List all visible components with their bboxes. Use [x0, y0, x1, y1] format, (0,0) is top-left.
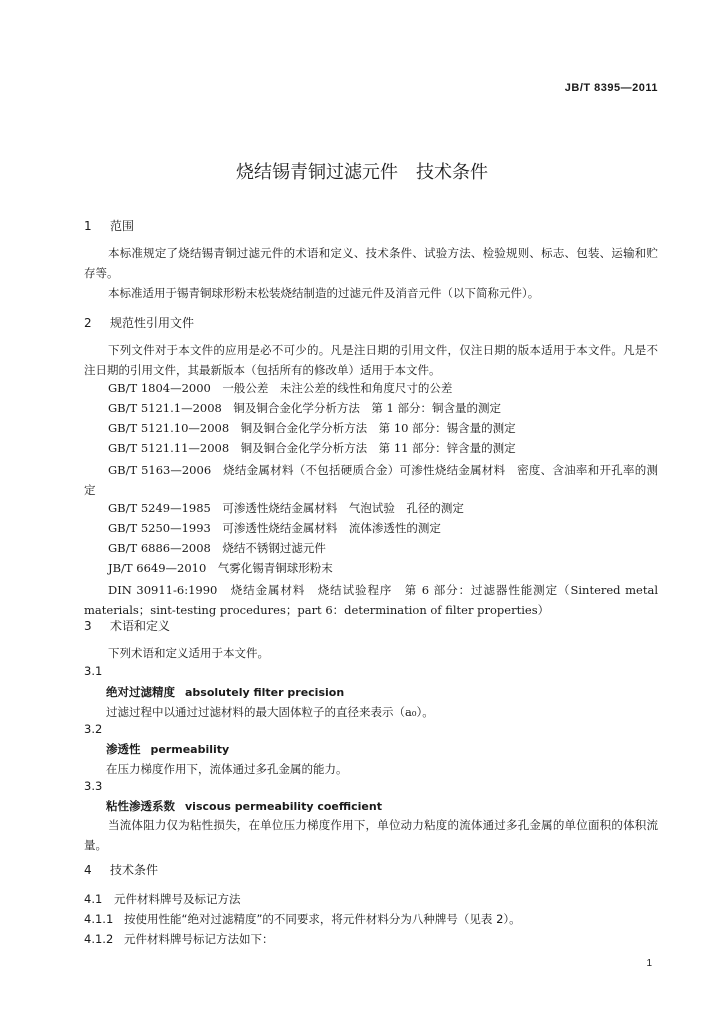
clause-4-1-2: 4.1.2 元件材料牌号标记方法如下： [84, 932, 274, 946]
reference-item: GB/T 6886—2008 烧结不锈钢过滤元件 [108, 541, 326, 555]
clause-4-1-1: 4.1.1 按使用性能“绝对过滤精度”的不同要求，将元件材料分为八种牌号（见表 2）。 [84, 912, 521, 926]
reference-item: GB/T 5121.11—2008 铜及铜合金化学分析方法 第 11 部分：锌含量的测定 [108, 441, 516, 455]
page-number: 1 [646, 958, 652, 969]
section-1-paragraph-1: 本标准规定了烧结锡青铜过滤元件的术语和定义、技术条件、试验方法、检验规则、标志、包装、运输和贮存等。 [84, 246, 658, 280]
section-3-intro: 下列术语和定义适用于本文件。 [108, 646, 269, 660]
reference-item: JB/T 6649—2010 气雾化锡青铜球形粉末 [108, 561, 333, 575]
section-3-heading: 3 术语和定义 [84, 619, 171, 633]
section-1-heading: 1 范围 [84, 219, 135, 233]
reference-item: GB/T 5249—1985 可渗透性烧结金属材料 气泡试验 孔径的测定 [108, 501, 464, 515]
document-title: 烧结锡青铜过滤元件 技术条件 [236, 162, 488, 183]
subsection-4-1-heading: 4.1 元件材料牌号及标记方法 [84, 892, 241, 906]
term-entry: 绝对过滤精度 absolutely filter precision [106, 685, 345, 699]
section-2-heading: 2 规范性引用文件 [84, 316, 195, 330]
term-entry: 渗透性 permeability [106, 742, 230, 756]
term-definition: 过滤过程中以通过过滤材料的最大固体粒子的直径来表示（a₀）。 [106, 705, 434, 719]
reference-item: GB/T 5250—1993 可渗透性烧结金属材料 流体渗透性的测定 [108, 521, 441, 535]
term-entry: 粘性渗透系数 viscous permeability coefficient [106, 799, 382, 813]
reference-item: GB/T 1804—2000 一般公差 未注公差的线性和角度尺寸的公差 [108, 381, 453, 395]
term-number: 3.3 [84, 779, 103, 793]
reference-item-long: GB/T 5163—2006 烧结金属材料（不包括硬质合金）可渗性烧结金属材料 密度、含油率和开孔率的测定 [84, 463, 658, 497]
term-number: 3.2 [84, 722, 103, 736]
section-4-heading: 4 技术条件 [84, 863, 159, 877]
section-2-intro: 下列文件对于本文件的应用是必不可少的。凡是注日期的引用文件，仅注日期的版本适用于本文件。凡是不注日期的引用文件，其最新版本（包括所有的修改单）适用于本文件。 [84, 343, 658, 377]
section-1-paragraph-2: 本标准适用于锡青铜球形粉末松装烧结制造的过滤元件及消音元件（以下简称元件）。 [108, 286, 540, 300]
standard-number: JB/T 8395—2011 [564, 82, 658, 94]
term-number: 3.1 [84, 664, 103, 678]
term-definition: 在压力梯度作用下，流体通过多孔金属的能力。 [106, 762, 348, 776]
reference-item: GB/T 5121.10—2008 铜及铜合金化学分析方法 第 10 部分：锡含量的测定 [108, 421, 516, 435]
term-definition: 当流体阻力仅为粘性损失，在单位压力梯度作用下，单位动力粘度的流体通过多孔金属的单位面积的体积流量。 [84, 818, 658, 852]
reference-item: GB/T 5121.1—2008 铜及铜合金化学分析方法 第 1 部分：铜含量的测定 [108, 401, 501, 415]
reference-item-long: DIN 30911-6:1990 烧结金属材料 烧结试验程序 第 6 部分：过滤器性能测定（Sintered metal materials；sint-testing procedures；part 6：determination of filter properties） [84, 583, 658, 617]
